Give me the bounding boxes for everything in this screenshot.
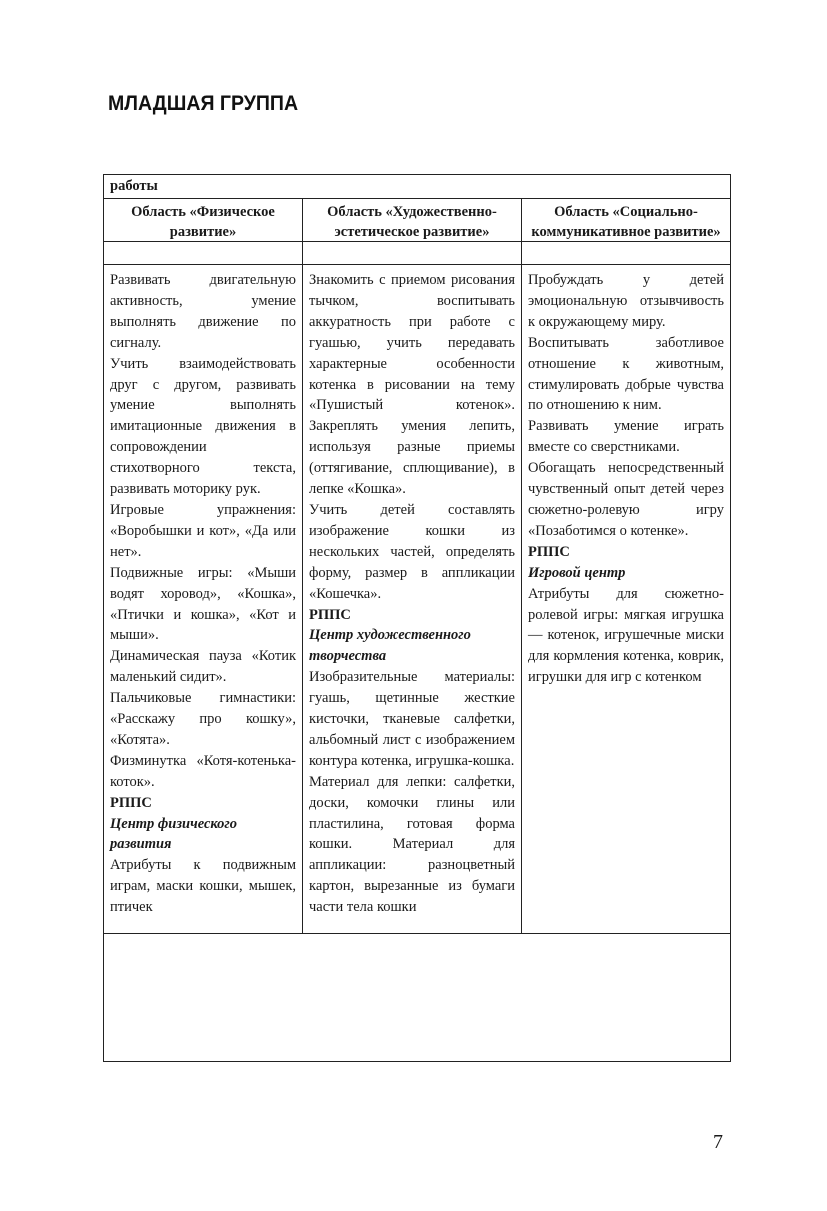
- paragraph: Учить детей составлять изображение кошки из нескольких частей, определять форму, размер в аппликации «Кошечка».: [309, 501, 515, 602]
- artistic-content-cell: [303, 265, 522, 933]
- paragraph: Физминутка «Котя-котенька-коток».: [110, 752, 296, 790]
- empty-cell: [303, 242, 522, 264]
- rpps-heading: РППС: [110, 794, 152, 811]
- social-content-cell: [522, 265, 730, 933]
- paragraph: Развивать умение играть вместе со сверстниками.: [528, 418, 724, 456]
- table-header-row: [104, 199, 730, 242]
- empty-cell: [104, 242, 303, 264]
- page-title: МЛАДШАЯ ГРУППА: [108, 92, 299, 115]
- paragraph: Обогащать непосредственный чувственный опыт детей через сюжетно-ролевую игру «Позаботимся о котенке».: [528, 460, 724, 539]
- rpps-heading: РППС: [309, 606, 351, 623]
- header-social: Область «Социально-коммуникативное развитие»: [531, 204, 721, 240]
- paragraph: Изобразительные материалы: гуашь, щетинные жесткие кисточки, тканевые салфетки, альбомный лист с изображением контура котенка, игрушка-кошка.: [309, 669, 515, 769]
- paragraph: Пробуждать у детей эмоциональную отзывчивость к окружающему миру.: [528, 272, 724, 330]
- header-cell-artistic: [303, 199, 522, 241]
- empty-cell: [522, 242, 730, 264]
- table-label-row: работы: [104, 175, 730, 199]
- table-empty-row: [104, 242, 730, 265]
- header-physical: Область «Физическое развитие»: [131, 204, 275, 240]
- header-cell-social: [522, 199, 730, 241]
- paragraph: Игровые упражнения: «Воробышки и кот», «Да или нет».: [110, 501, 296, 560]
- paragraph: Воспитывать заботливое отношение к животным, стимулировать добрые чувства по отношению к ним.: [528, 334, 724, 414]
- header-artistic: Область «Художественно-эстетическое развитие»: [327, 204, 497, 240]
- header-cell-physical: [104, 199, 303, 241]
- paragraph: Атрибуты для сюжетно-ролевой игры: мягкая игрушка — котенок, игрушечные миски для кормления котенка, коврик, игрушки для игр с котенком: [528, 585, 724, 686]
- paragraph: Динамическая пауза «Котик маленький сидит».: [110, 648, 296, 686]
- paragraph: Учить взаимодействовать друг с другом, развивать умение выполнять имитационные движения в сопровождении стихотворного текста, развивать моторику рук.: [110, 355, 296, 498]
- paragraph: Материал для лепки: салфетки, доски, комочки глины или пластилина, готовая форма кошки. Материал для аппликации: разноцветный картон, вырезанные из бумаги части тела кошки: [309, 773, 515, 916]
- activity-table: [103, 174, 731, 1062]
- paragraph: Развивать двигательную активность, умение выполнять движение по сигналу.: [110, 272, 296, 351]
- paragraph: Пальчиковые гимнастики: «Расскажу про кошку», «Котята».: [110, 690, 296, 748]
- table-bottom-empty-row: [104, 934, 730, 1061]
- center-heading: Центр художественного творчества: [309, 627, 471, 665]
- center-heading: Игровой центр: [528, 564, 626, 581]
- paragraph: Атрибуты к подвижным играм, маски кошки, мышек, птичек: [110, 857, 296, 916]
- page-number: 7: [713, 1131, 723, 1153]
- paragraph: Знакомить с приемом рисования тычком, воспитывать аккуратность при работе с гуашью, учить передавать характерные особенности котенка в рисовании на тему «Пушистый котенок». Закреплять умения лепить, используя разные приемы (оттягивание, сплющивание), в лепке «Кошка».: [309, 272, 515, 498]
- rpps-heading: РППС: [528, 543, 570, 560]
- center-heading: Центр физического развития: [110, 815, 238, 853]
- paragraph: Подвижные игры: «Мыши водят хоровод», «Кошка», «Птички и кошка», «Кот и мыши».: [110, 564, 296, 644]
- table-content-row: [104, 265, 730, 934]
- physical-content-cell: [104, 265, 303, 933]
